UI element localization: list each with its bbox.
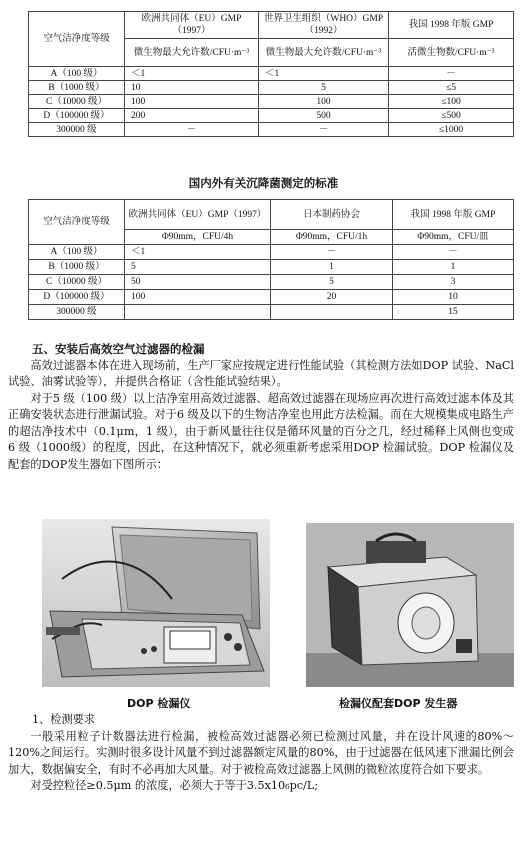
table-cell: 5: [271, 275, 393, 290]
table-row: [29, 67, 514, 81]
paragraph: 对受控粒径≥0.5μm 的浓度，必须大于等于3.5x10₆pc/L;: [30, 779, 319, 792]
table-row: [29, 95, 514, 109]
table-cell: A（100 级）: [29, 67, 125, 81]
table-cell: 10: [125, 81, 259, 95]
table1-header-who: 世界卫生组织（WHO）GMP（1992）: [259, 12, 389, 39]
table-cell: 1: [271, 260, 393, 275]
table-cell: A（100 级）: [29, 245, 125, 260]
table-cell: ≤5: [389, 81, 514, 95]
requirements-text: [8, 712, 514, 795]
table-cell: 200: [125, 109, 259, 123]
table-row: [29, 245, 514, 260]
table2-unit-jp: Φ90mm，CFU/1h: [271, 230, 393, 245]
table-cell: 10: [393, 290, 514, 305]
table-cell: 5: [125, 260, 271, 275]
table2-unit-eu: Φ90mm，CFU/4h: [125, 230, 271, 245]
section5-text: [8, 341, 514, 473]
table2-header-eu: 欧洲共同体（EU）GMP（1997）: [125, 200, 271, 230]
table-cell: D（100000 级）: [29, 109, 125, 123]
dop-detector-photo: [42, 519, 270, 687]
table-cell: 300000 级: [29, 305, 125, 320]
table-cell: 20: [271, 290, 393, 305]
subsection-heading: 1、检测要求: [32, 713, 96, 726]
table-cell: 300000 级: [29, 123, 125, 137]
table-cell: －: [271, 245, 393, 260]
table2-unit-cn: Φ90mm，CFU/皿: [393, 230, 514, 245]
figure-caption-left: DOP 检漏仪: [127, 697, 191, 710]
table2-header-cn: 我国 1998 年版 GMP: [393, 200, 514, 230]
paragraph: 一般采用粒子计数器法进行检漏，被检高效过滤器必须已检测过风量，并在设计风速的80%～120%之间运行。实测时很多设计风量不到过滤器额定风量的80%，由于过滤器在低风速下泄漏比例会加大，数据偏安全，有时不必再加大风量。对于被检高效过滤器上风侧的微粒浓度符合如下要求。: [8, 729, 514, 776]
table-row: [29, 260, 514, 275]
table2-header-grade: 空气洁净度等级: [29, 200, 125, 245]
table-cell: ＜1: [125, 245, 271, 260]
dop-generator-photo: [306, 523, 514, 687]
table-row: [29, 109, 514, 123]
table-cell: －: [393, 245, 514, 260]
table-cell: C（10000 级）: [29, 95, 125, 109]
table-cell: －: [259, 123, 389, 137]
table-cell: [125, 305, 271, 320]
table1-unit-who: 微生物最大允许数/CFU·m⁻³: [259, 39, 389, 67]
table-cell: －: [389, 67, 514, 81]
table-row: [29, 290, 514, 305]
table-row: [29, 81, 514, 95]
table-cell: 5: [259, 81, 389, 95]
settling-bacteria-table: [28, 199, 514, 320]
table2-header-jp: 日本制药协会: [271, 200, 393, 230]
table-cell: 100: [125, 290, 271, 305]
figure-caption-right: 检漏仪配套DOP 发生器: [339, 697, 458, 710]
table-cell: ≤100: [389, 95, 514, 109]
table-cell: 50: [125, 275, 271, 290]
table-cell: ＜1: [259, 67, 389, 81]
table1-unit-cn: 活微生物数/CFU·m⁻³: [389, 39, 514, 67]
table-cell: ≤500: [389, 109, 514, 123]
table-cell: D（100000 级）: [29, 290, 125, 305]
table-cell: 100: [259, 95, 389, 109]
table-row: [29, 305, 514, 320]
table1-unit-eu: 微生物最大允许数/CFU·m⁻³: [125, 39, 259, 67]
table-cell: ＜1: [125, 67, 259, 81]
table-row: [29, 275, 514, 290]
paragraph: 对于5 级（100 级）以上洁净室用高效过滤器、超高效过滤器在现场应再次进行高效过滤本体及其正确安装状态进行泄漏试验。对于6 级及以下的生物洁净室也用此方法检漏。而在大规模集成电路生产的超洁净技术中（0.1μm，1 级），由于新风量往往仅是循环风量的百分之几，经过稀释上风侧也变成6 级（1000级）的程度，因此，在这种情况下，就必须重新考虑采用DOP 检漏试验。DOP 检漏仪及配套的DOP发生器如下图所示：: [8, 391, 514, 471]
table-cell: 100: [125, 95, 259, 109]
microbe-limit-table: [28, 11, 514, 137]
paragraph: 高效过滤器本体在进入现场前，生产厂家应按规定进行性能试验（其检测方法如DOP 试验、NaCl 试验、油雾试验等），并提供合格证（含性能试验结果）。: [8, 358, 514, 388]
table1-header-cn: 我国 1998 年版 GMP: [389, 12, 514, 39]
table-cell: 15: [393, 305, 514, 320]
settling-bacteria-table-caption: 国内外有关沉降菌测定的标准: [188, 176, 339, 190]
table-cell: B（1000 级）: [29, 81, 125, 95]
section-heading: 五、安装后高效空气过滤器的检漏: [32, 342, 205, 356]
table-cell: B（1000 级）: [29, 260, 125, 275]
table-cell: 3: [393, 275, 514, 290]
table-cell: 500: [259, 109, 389, 123]
table-cell: ≤1000: [389, 123, 514, 137]
table-cell: [271, 305, 393, 320]
table-cell: 1: [393, 260, 514, 275]
table-cell: －: [125, 123, 259, 137]
table1-header-grade: 空气洁净度等级: [29, 12, 125, 67]
table-row: [29, 123, 514, 137]
table1-header-eu: 欧洲共同体（EU）GMP（1997）: [125, 12, 259, 39]
table-cell: C（10000 级）: [29, 275, 125, 290]
